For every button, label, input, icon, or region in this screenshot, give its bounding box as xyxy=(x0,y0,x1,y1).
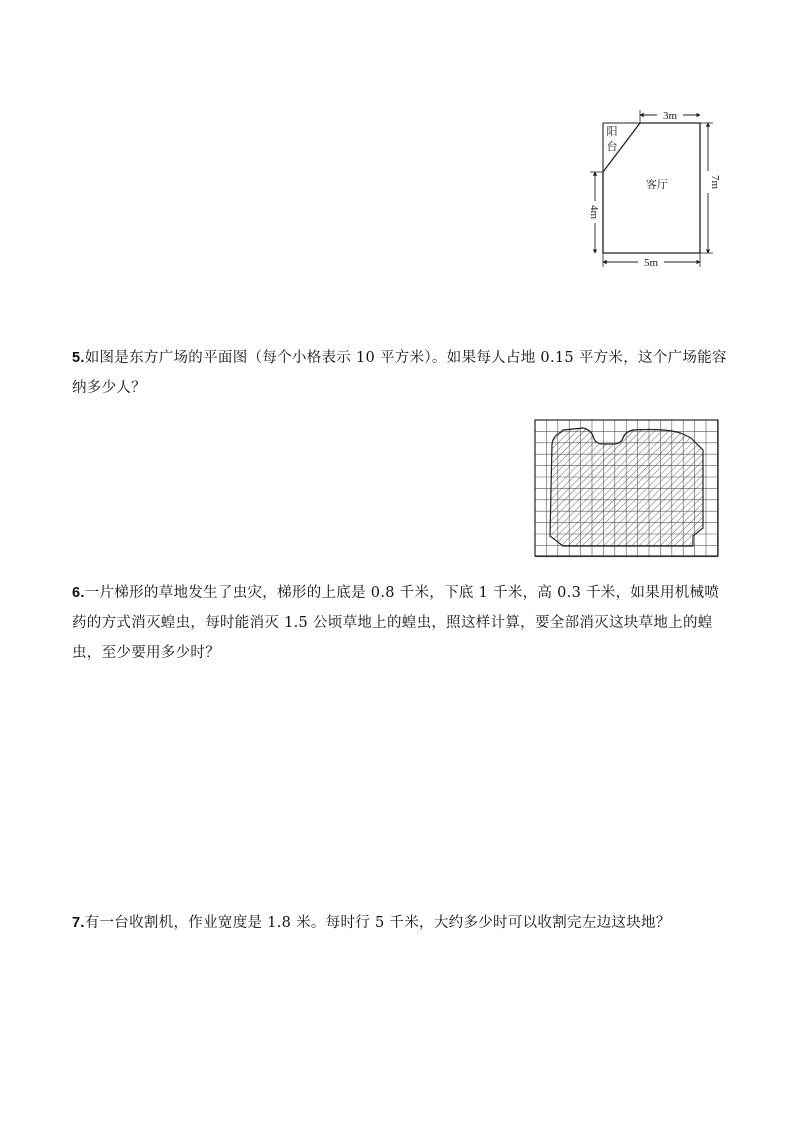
left-dimension-label: 4m xyxy=(588,204,600,220)
question-text: 一片梯形的草地发生了虫灾，梯形的上底是 0.8 千米，下底 1 千米，高 0.3 千米，如果用机械喷药的方式消灭蝗虫，每时能消灭 1.5 公顷草地上的蝗虫，照这样计算，要全部消灭这块草地上的蝗虫，至少要用多少时？ xyxy=(72,585,720,661)
room-label: 客厅 xyxy=(646,179,668,191)
question-7 xyxy=(72,908,732,938)
question-6 xyxy=(72,578,732,668)
top-dimension-label: 3m xyxy=(662,110,678,122)
room-floor-plan-figure xyxy=(585,105,725,275)
question-text: 如图是东方广场的平面图（每个小格表示 10 平方米）。如果每人占地 0.15 平方米，这个广场能容纳多少人？ xyxy=(72,350,727,396)
question-number: 6. xyxy=(72,585,85,601)
plaza-shape xyxy=(550,428,703,546)
question-text: 有一台收割机，作业宽度是 1.8 米。每时行 5 千米，大约多少时可以收割完左边这块地？ xyxy=(84,915,671,931)
question-number: 5. xyxy=(72,350,85,366)
question-5 xyxy=(72,343,732,403)
bottom-dimension-label: 5m xyxy=(643,257,659,269)
plaza-grid-figure xyxy=(533,418,721,560)
balcony-label: 阳台 xyxy=(606,126,620,153)
question-number: 7. xyxy=(72,915,85,931)
right-dimension-label: 7m xyxy=(709,174,721,190)
